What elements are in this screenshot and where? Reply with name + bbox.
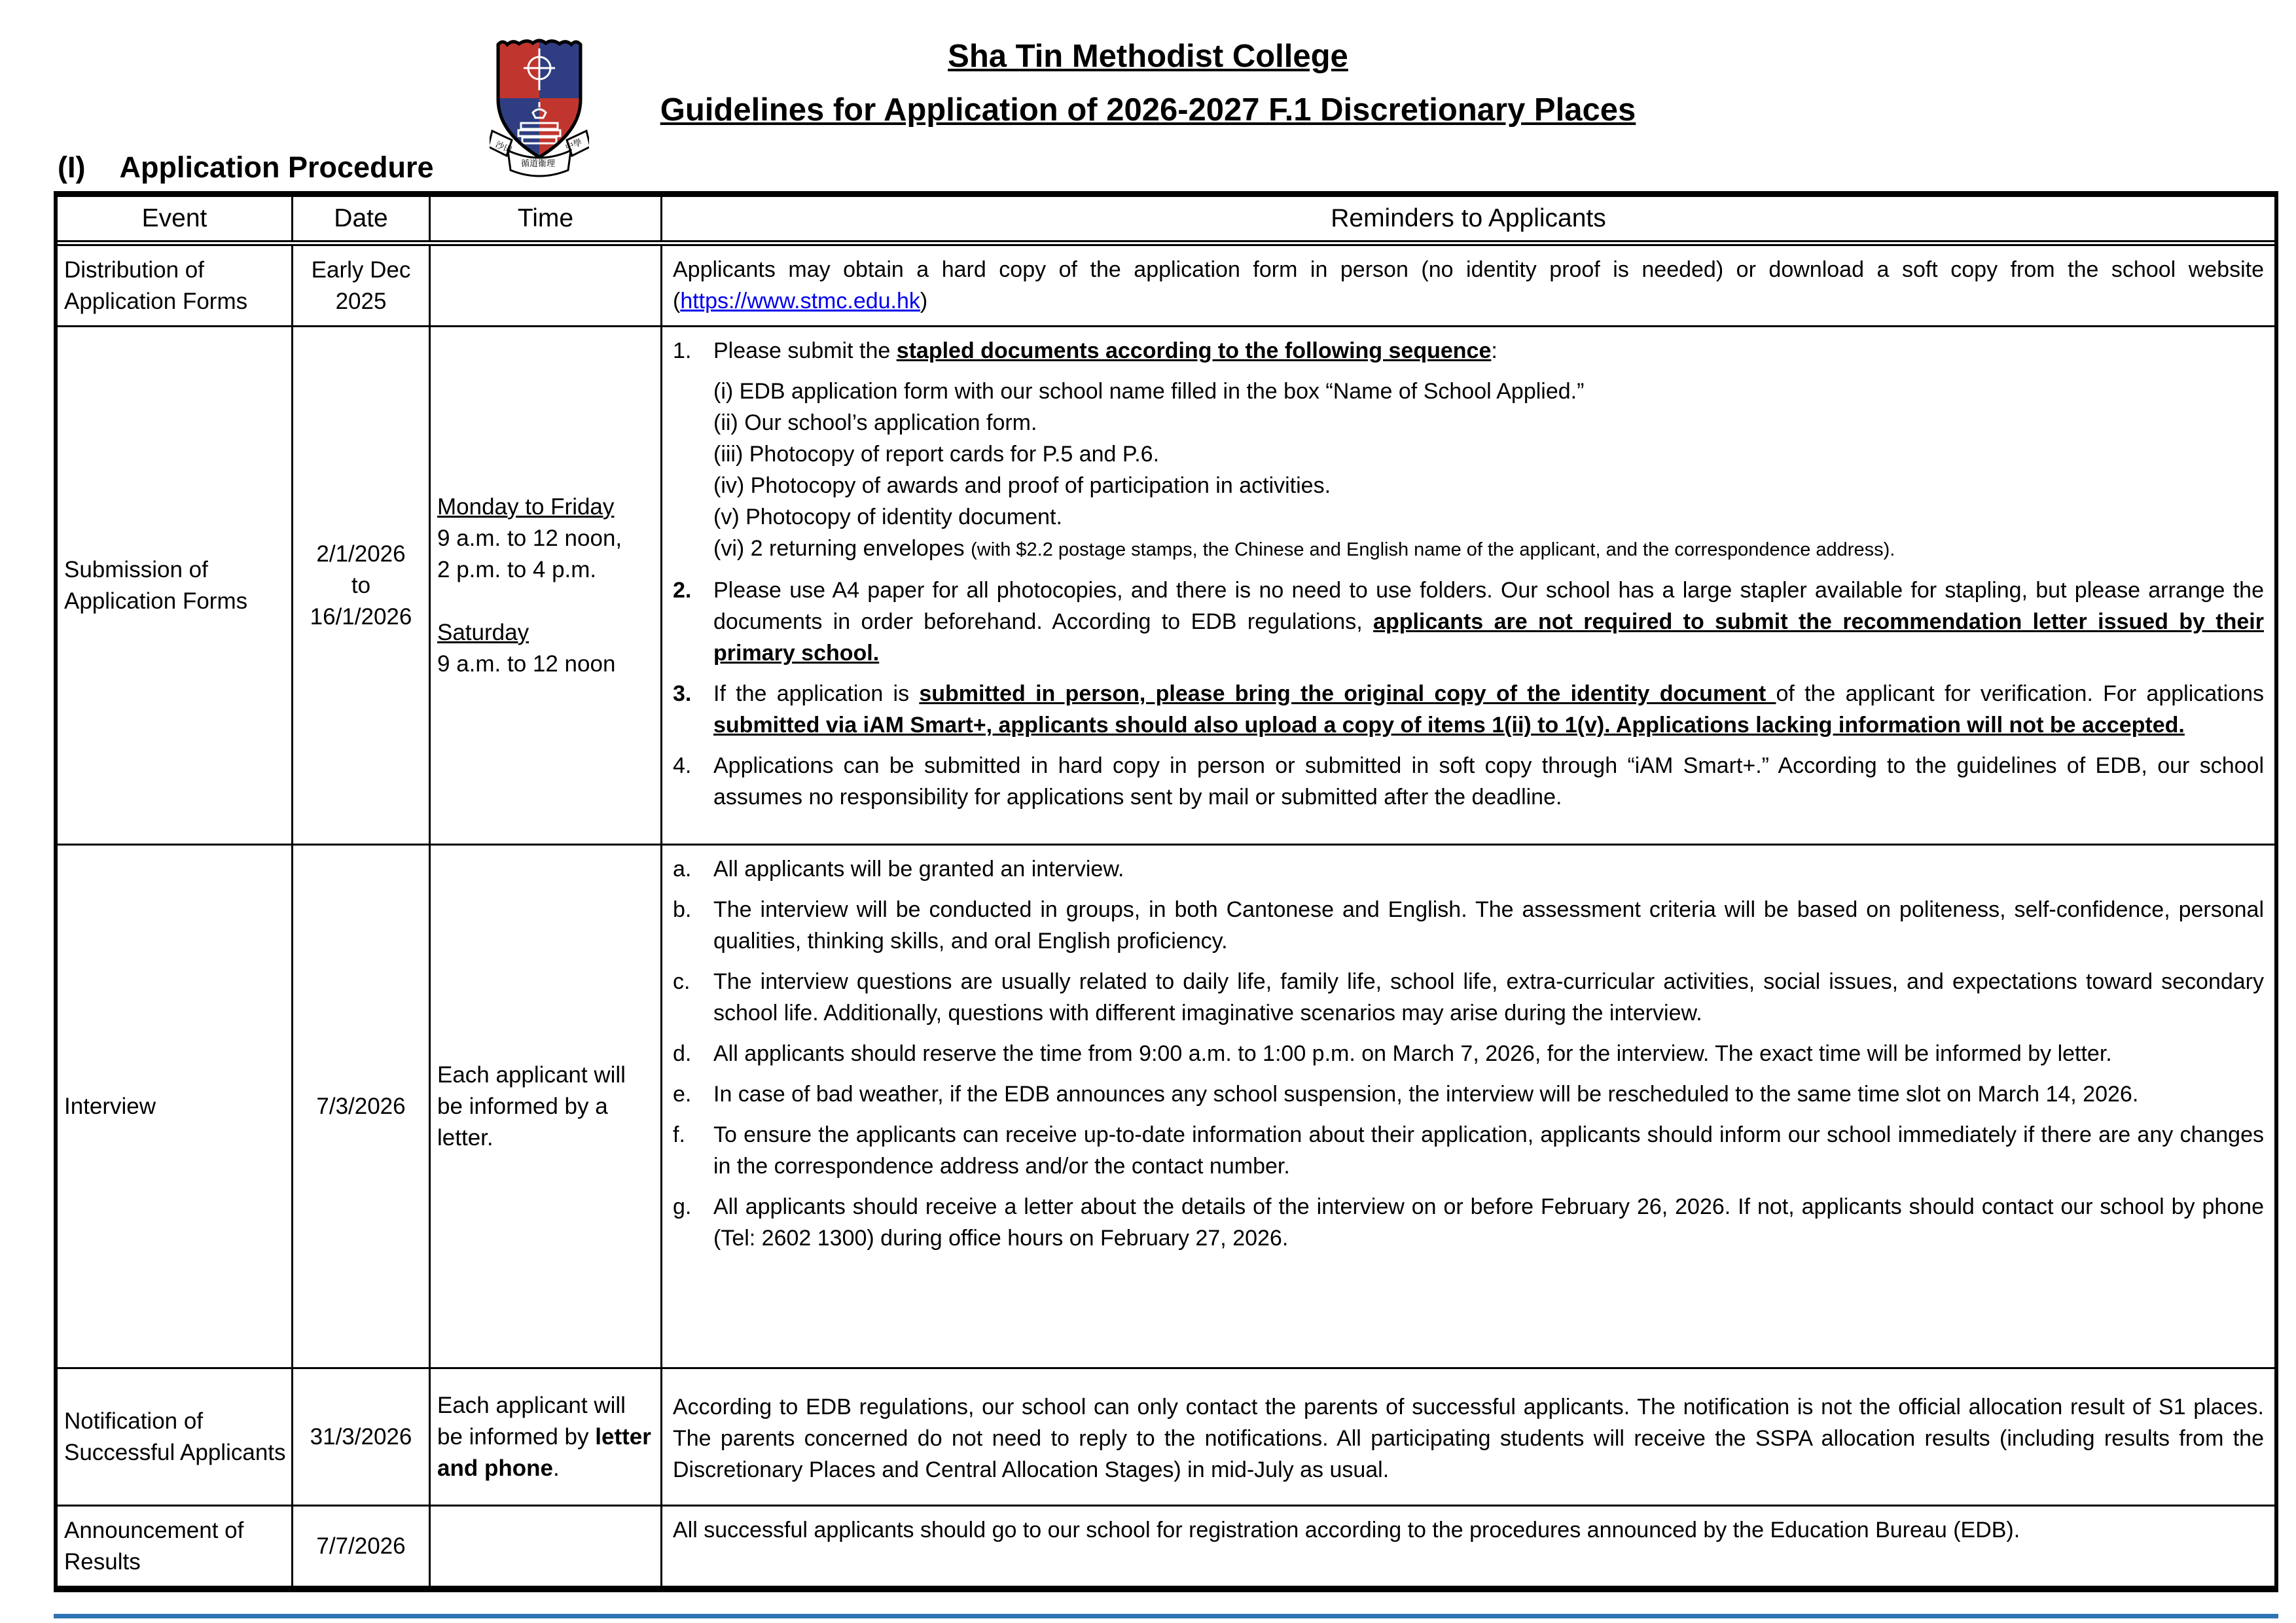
time-cell (431, 246, 662, 327)
crest-banner-center-text: 循道衞理 (521, 159, 556, 169)
reminder-item-d: d. All applicants should reserve the time from 9:00 a.m. to 1:00 p.m. on March 7, 2026, for the interview. The exact time will be informed by letter. (673, 1041, 2112, 1066)
footer-rule (54, 1614, 2278, 1618)
row-distribution-of-application-forms (58, 246, 2274, 327)
event-cell: Interview (58, 846, 293, 1369)
reminder-item-2: 2. Please use A4 paper for all photocopies, and there is no need to use folders. Our school has a large stapler available for stapling, but please arrange the documents in order beforehand. According to EDB regulations, applicants are not required to submit the recommendation letter issued by their primary school. (673, 578, 2264, 666)
row-notification-of-successful-applicants (58, 1369, 2274, 1507)
school-website-link[interactable]: https://www.stmc.edu.hk (680, 289, 920, 313)
reminders-cell: Applicants may obtain a hard copy of the application form in person (no identity proof is needed) or download a soft copy from the school website (https://www.stmc.edu.hk) (662, 246, 2274, 327)
sub-item-iv: (iv) Photocopy of awards and proof of participation in activities. (713, 473, 1331, 498)
time-cell (431, 1507, 662, 1586)
reminder-item-4: 4. Applications can be submitted in hard copy in person or submitted in soft copy through “iAM Smart+.” According to the guidelines of EDB, our school assumes no responsibility for applications sent by mail or submitted after the deadline. (673, 753, 2264, 810)
date-cell: 7/7/2026 (293, 1507, 431, 1586)
date-cell: Early Dec 2025 (293, 246, 431, 327)
header-date: Date (293, 197, 431, 240)
time-cell: Monday to Friday 9 a.m. to 12 noon, 2 p.m. to 4 p.m. Saturday 9 a.m. to 12 noon (431, 327, 662, 846)
reminders-cell (662, 327, 2274, 846)
sub-item-i: (i) EDB application form with our school name filled in the box “Name of School Applied.” (713, 379, 1585, 404)
crest-banner-right-text: 中學 (564, 137, 584, 153)
reminder-item-e: e. In case of bad weather, if the EDB announces any school suspension, the interview will be rescheduled to the same time slot on March 14, 2026. (673, 1082, 2139, 1107)
date-cell: 31/3/2026 (293, 1369, 431, 1507)
crest-banner-left-text: 沙田 (493, 139, 514, 156)
sub-item-v: (v) Photocopy of identity document. (713, 505, 1062, 529)
time-cell: Each applicant will be informed by a letter. (431, 846, 662, 1369)
weekday-label: Monday to Friday (437, 493, 615, 520)
saturday-label: Saturday (437, 619, 529, 645)
table-header-row (58, 197, 2274, 246)
date-cell: 7/3/2026 (293, 846, 431, 1369)
reminders-cell (662, 846, 2274, 1369)
row-interview (58, 846, 2274, 1369)
time-cell: Each applicant will be informed by letter and phone. (431, 1369, 662, 1507)
row-announcement-of-results (58, 1507, 2274, 1586)
document-header (0, 38, 2296, 128)
section-title: Application Procedure (119, 151, 434, 184)
reminder-item-c: c. The interview questions are usually related to daily life, family life, school life, extra-curricular activities, social issues, and expectations toward secondary school life. Additionally, questions with different imaginative scenarios may arise during the interview. (673, 969, 2264, 1026)
date-cell: 2/1/2026 to 16/1/2026 (293, 327, 431, 846)
document-sequence-sublist (713, 376, 2264, 565)
reminder-item-b: b. The interview will be conducted in groups, in both Cantonese and English. The assessment criteria will be based on politeness, self-confidence, personal qualities, thinking skills, and oral English proficiency. (673, 897, 2264, 954)
reminder-item-1: 1. Please submit the stapled documents according to the following sequence: (673, 338, 1498, 363)
header-reminders: Reminders to Applicants (1331, 204, 1606, 232)
reminders-cell: All successful applicants should go to our school for registration according to the procedures announced by the Education Bureau (EDB). (673, 1518, 2020, 1543)
section-label: (I) (58, 151, 86, 184)
event-cell: Announcement of Results (58, 1507, 293, 1586)
reminder-item-a: a. All applicants will be granted an interview. (673, 857, 1124, 882)
event-cell: Distribution of Application Forms (58, 246, 293, 327)
header-time: Time (431, 197, 662, 240)
document-title: Guidelines for Application of 2026-2027 F.1 Discretionary Places (660, 92, 1636, 128)
school-name-title: Sha Tin Methodist College (948, 39, 1348, 74)
sub-item-iii: (iii) Photocopy of report cards for P.5 and P.6. (713, 442, 1160, 467)
reminder-item-3: 3. If the application is submitted in person, please bring the original copy of the identity document of the applicant for verification. For applications submitted via iAM Smart+, applicants should also upload a copy of items 1(ii) to 1(v). Applications lacking information will not be accepted. (673, 681, 2264, 738)
header-event: Event (58, 197, 293, 240)
reminder-item-f: f. To ensure the applicants can receive up-to-date information about their application, applicants should inform our school immediately if there are any changes in the correspondence address and/or the contact number. (673, 1122, 2264, 1179)
reminder-item-g: g. All applicants should receive a letter about the details of the interview on or before February 26, 2026. If not, applicants should contact our school by phone (Tel: 2602 1300) during office hours on February 27, 2026. (673, 1194, 2264, 1251)
section-heading (58, 151, 434, 185)
sub-item-vi: (vi) 2 returning envelopes (with $2.2 postage stamps, the Chinese and English name of the applicant, and the correspondence address). (713, 536, 1895, 561)
event-cell: Submission of Application Forms (58, 327, 293, 846)
event-cell: Notification of Successful Applicants (58, 1369, 293, 1507)
reminders-cell: According to EDB regulations, our school can only contact the parents of successful applicants. The notification is not the official allocation result of S1 places. The parents concerned do not need to reply to the notifications. All participating students will receive the SSPA allocation results (including results from the Discretionary Places and Central Allocation Stages) in mid-July as usual. (662, 1369, 2274, 1507)
row-submission-of-application-forms (58, 327, 2274, 846)
sub-item-ii: (ii) Our school’s application form. (713, 410, 1037, 435)
application-procedure-table (54, 191, 2278, 1592)
